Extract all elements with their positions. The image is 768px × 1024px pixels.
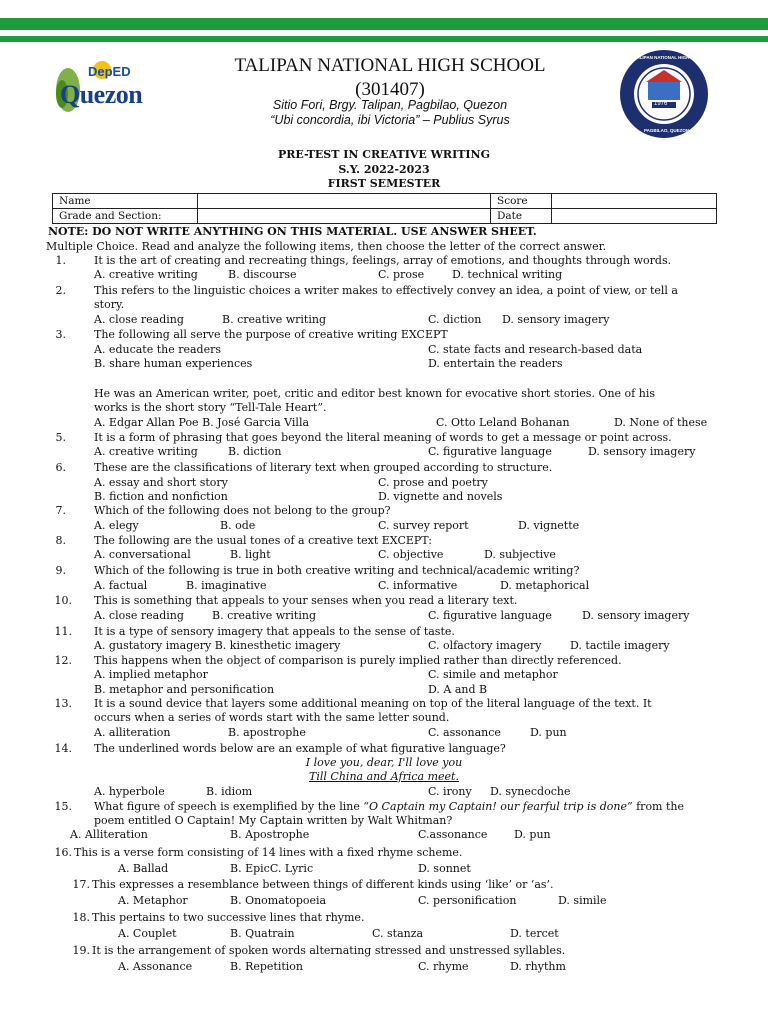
grade-section-field[interactable] — [198, 209, 491, 224]
option: C. prose — [378, 268, 425, 281]
school-id: (301407) — [355, 79, 425, 100]
option: A. close reading — [94, 609, 184, 622]
option: C. rhyme — [418, 960, 469, 973]
option: D. A and B — [428, 683, 488, 696]
question-text: It is the art of creating and recreating things, feelings, array of emotions, and thoughts through words. — [94, 254, 672, 267]
option: C. irony — [428, 785, 472, 798]
option: D. technical writing — [452, 268, 563, 281]
option: D. None of these — [614, 416, 708, 429]
question-number: 1. — [55, 254, 66, 267]
option: A. elegy — [94, 519, 139, 532]
score-field[interactable] — [552, 194, 717, 209]
option: B. apostrophe — [228, 726, 306, 739]
question-text: He was an American writer, poet, critic and editor best known for evocative short stories. One of his — [94, 387, 655, 400]
question-number: 8. — [55, 534, 66, 547]
option: D. rhythm — [510, 960, 566, 973]
option: B. diction — [228, 445, 282, 458]
question-number: 14. — [54, 742, 72, 755]
question-number: 17. — [72, 878, 90, 891]
school-motto: “Ubi concordia, ibi Victoria” – Publius Syrus — [270, 113, 510, 127]
option: B. Onomatopoeia — [230, 894, 327, 907]
option: A. close reading — [94, 313, 184, 326]
date-label: Date — [491, 209, 552, 224]
option: B. metaphor and personification — [94, 683, 275, 696]
question-text: Which of the following does not belong to the group? — [94, 504, 391, 517]
question-text-end: from the — [636, 800, 685, 813]
option: D. vignette and novels — [378, 490, 503, 503]
deped-logo-main-text: Quezon — [60, 80, 143, 109]
option: D. entertain the readers — [428, 357, 563, 370]
question-text: It is the arrangement of spoken words alternating stressed and unstressed syllables. — [92, 944, 566, 957]
question-text: This is something that appeals to your senses when you read a literary text. — [94, 594, 518, 607]
option: A. creative writing — [94, 268, 198, 281]
option: B. fiction and nonfiction — [94, 490, 228, 503]
school-name: TALIPAN NATIONAL HIGH SCHOOL — [234, 55, 546, 76]
question-text: The underlined words below are an example of what figurative language? — [94, 742, 506, 755]
option: B. imaginative — [186, 579, 267, 592]
question-text: The following are the usual tones of a creative text EXCEPT: — [94, 534, 432, 547]
question-number: 3. — [55, 328, 66, 341]
option: A. alliteration — [94, 726, 171, 739]
option: B. creative writing — [222, 313, 326, 326]
question-text: This happens when the object of comparison is purely implied rather than directly referenced. — [94, 654, 622, 667]
option: A. educate the readers — [94, 343, 222, 356]
poem-line-1: I love you, dear, I'll love you — [305, 756, 463, 769]
option: C. Otto Leland Bohanan — [436, 416, 570, 429]
question-number: 9. — [55, 564, 66, 577]
option: B. EpicC. Lyric — [230, 862, 314, 875]
deped-logo-top-text: DepED — [88, 64, 131, 79]
option: D. sensory imagery — [588, 445, 696, 458]
question-number: 2. — [55, 284, 66, 297]
question-text-start: What figure of speech is exemplified by the line — [94, 800, 360, 813]
question-text-cont: story. — [94, 298, 125, 311]
option: C. informative — [378, 579, 458, 592]
note: NOTE: DO NOT WRITE ANYTHING ON THIS MATERIAL. USE ANSWER SHEET. — [48, 225, 537, 238]
question-number: 12. — [54, 654, 72, 667]
option: A. conversational — [94, 548, 191, 561]
school-address: Sitio Fori, Brgy. Talipan, Pagbilao, Quezon — [272, 98, 508, 112]
question-number: 6. — [55, 461, 66, 474]
poem-line-2-underlined: Till China and Africa meet. — [309, 770, 459, 783]
option: B. Repetition — [230, 960, 304, 973]
question-number: 18. — [72, 911, 90, 924]
option: A. creative writing — [94, 445, 198, 458]
question-text: This pertains to two successive lines that rhyme. — [92, 911, 365, 924]
option: B. Quatrain — [230, 927, 295, 940]
seal-ring-bottom-text: PAGBILAO, QUEZON — [644, 128, 690, 133]
option: B. creative writing — [212, 609, 316, 622]
question-text: The following all serve the purpose of creative writing EXCEPT — [94, 328, 448, 341]
seal-year: 1976 — [654, 101, 668, 107]
option: A. hyperbole — [94, 785, 165, 798]
option: B. share human experiences — [94, 357, 253, 370]
option: C. objective — [378, 548, 444, 561]
option: A. essay and short story — [94, 476, 228, 489]
option: D. metaphorical — [500, 579, 590, 592]
option: C. state facts and research-based data — [428, 343, 643, 356]
option: B. light — [230, 548, 271, 561]
question-text: Which of the following is true in both creative writing and technical/academic writing? — [94, 564, 580, 577]
question-number: 10. — [54, 594, 72, 607]
option: C. stanza — [372, 927, 424, 940]
grade-section-label: Grade and Section: — [53, 209, 198, 224]
option: B. Apostrophe — [230, 828, 310, 841]
instructions: Multiple Choice. Read and analyze the following items, then choose the letter of the correct answer. — [46, 240, 607, 253]
header-green-bar-thick — [0, 18, 768, 30]
question-number: 13. — [54, 697, 72, 710]
option: D. pun — [530, 726, 567, 739]
question-text: It is a form of phrasing that goes beyond the literal meaning of words to get a message or point across. — [94, 431, 672, 444]
question-text-cont: occurs when a series of words start with the same letter sound. — [94, 711, 450, 724]
option: C. assonance — [428, 726, 501, 739]
option: D. sonnet — [418, 862, 471, 875]
question-number: 11. — [54, 625, 72, 638]
option: C. personification — [418, 894, 517, 907]
question-number: 5. — [55, 431, 66, 444]
option: C. survey report — [378, 519, 469, 532]
option: C. olfactory imagery — [428, 639, 542, 652]
question-number: 16. — [54, 846, 72, 859]
option: D. subjective — [484, 548, 556, 561]
option: A. factual — [94, 579, 148, 592]
question-number: 7. — [55, 504, 66, 517]
question-text: It is a type of sensory imagery that appeals to the sense of taste. — [94, 625, 455, 638]
exam-semester: FIRST SEMESTER — [327, 177, 441, 190]
question-text — [94, 800, 684, 813]
option: C. simile and metaphor — [428, 668, 558, 681]
question-text: This refers to the linguistic choices a writer makes to effectively convey an idea, a point of view, or tell a — [94, 284, 678, 297]
option: D. vignette — [518, 519, 580, 532]
option: D. tercet — [510, 927, 559, 940]
date-field[interactable] — [552, 209, 717, 224]
option: D. synecdoche — [490, 785, 571, 798]
option: C.assonance — [418, 828, 488, 841]
name-field[interactable] — [198, 194, 491, 209]
option: A. Alliteration — [70, 828, 148, 841]
question-text: It is a sound device that layers some additional meaning on top of the literal language of the text. It — [94, 697, 652, 710]
option: A. Edgar Allan Poe B. José Garcia Villa — [94, 416, 310, 429]
exam-school-year: S.Y. 2022-2023 — [338, 163, 430, 176]
option: A. implied metaphor — [94, 668, 208, 681]
question-text-cont: poem entitled O Captain! My Captain written by Walt Whitman? — [94, 814, 453, 827]
option: C. prose and poetry — [378, 476, 488, 489]
option: C. figurative language — [428, 445, 552, 458]
option: D. sensory imagery — [502, 313, 610, 326]
option: B. idiom — [206, 785, 253, 798]
option: D. sensory imagery — [582, 609, 690, 622]
header-green-bar-thin — [0, 36, 768, 42]
option: B. discourse — [228, 268, 297, 281]
question-text-cont: works is the short story “Tell-Tale Heart”. — [94, 401, 327, 414]
score-label: Score — [491, 194, 552, 209]
option: A. Metaphor — [118, 894, 188, 907]
question-text: These are the classifications of literary text when grouped according to structure. — [94, 461, 553, 474]
option: D. simile — [558, 894, 607, 907]
option: A. Couplet — [118, 927, 177, 940]
option: A. gustatory imagery B. kinesthetic imagery — [94, 639, 341, 652]
question-quote: “O Captain my Captain! our fearful trip is done” — [363, 800, 633, 813]
seal-ring-text: TALIPAN NATIONAL HIGH SCHOOL — [634, 55, 710, 60]
option: D. pun — [514, 828, 551, 841]
student-info-table — [52, 193, 717, 224]
option: A. Ballad — [118, 862, 169, 875]
question-text: This expresses a resemblance between things of different kinds using ‘like’ or ‘as’. — [92, 878, 554, 891]
option: C. figurative language — [428, 609, 552, 622]
option: D. tactile imagery — [570, 639, 670, 652]
name-label: Name — [53, 194, 198, 209]
exam-title: PRE-TEST IN CREATIVE WRITING — [277, 148, 491, 161]
question-text: This is a verse form consisting of 14 lines with a fixed rhyme scheme. — [74, 846, 463, 859]
option: B. ode — [220, 519, 256, 532]
question-number: 19. — [72, 944, 90, 957]
question-number: 15. — [54, 800, 72, 813]
option: A. Assonance — [118, 960, 193, 973]
option: C. diction — [428, 313, 482, 326]
